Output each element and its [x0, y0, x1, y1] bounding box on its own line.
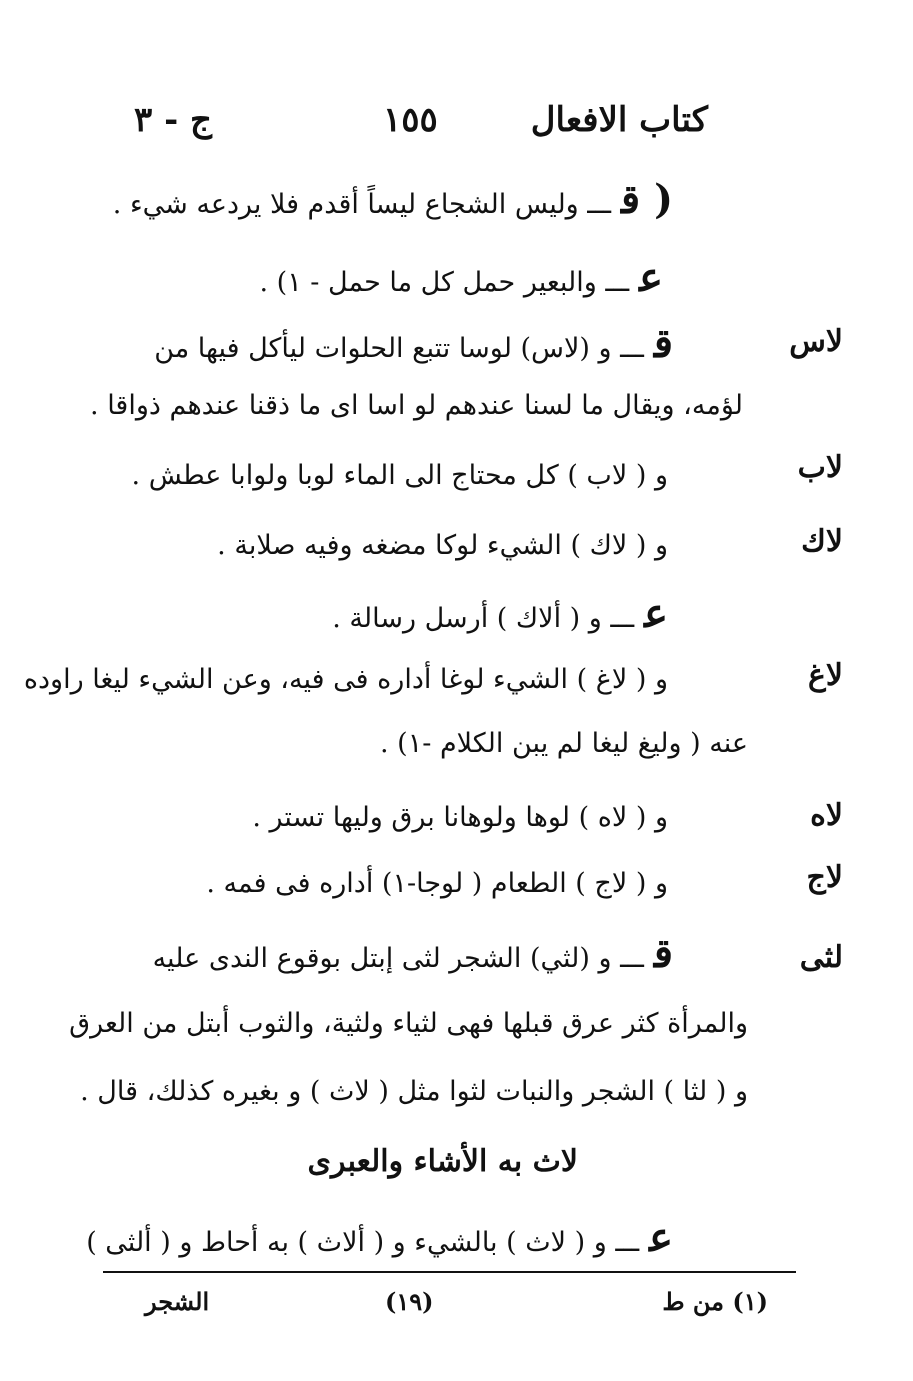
text-line: و ( لاه ) لوها ولوهانا برق وليها تستر . — [252, 802, 668, 833]
line-text: ـــ و ( لاث ) بالشيء و ( ألاث ) به أحاط و ( ألثى ) — [86, 1227, 640, 1258]
headword: لاب — [797, 450, 843, 485]
catchword: الشجر — [145, 1287, 210, 1316]
signature-number: (١٩) — [385, 1287, 434, 1316]
text-line — [259, 254, 664, 303]
section-marker: ع — [644, 590, 668, 637]
verse-line: لاث به الأشاء والعبرى — [307, 1144, 578, 1179]
text-line: و ( لاك ) الشيء لوكا مضغه وفيه صلابة . — [217, 530, 668, 561]
headword: لاس — [789, 324, 843, 359]
text-line — [112, 176, 673, 225]
headword: لثى — [799, 940, 843, 975]
page-number: ١٥٥ — [383, 100, 438, 140]
headword: لاك — [801, 524, 843, 559]
headword: لاج — [806, 860, 843, 895]
footnote: (١) من ط — [662, 1287, 768, 1316]
footnote-rule — [103, 1271, 796, 1273]
running-title: كتاب الافعال — [530, 100, 708, 140]
volume-label: ج - ٣ — [134, 100, 212, 140]
text-line — [332, 590, 668, 639]
line-text: ـــ و (لاس) لوسا تتبع الحلوات ليأكل فيها من — [154, 333, 644, 364]
text-line: عنه ( وليغ ليغا لم يبن الكلام -١) . — [380, 728, 748, 759]
headword: لاغ — [807, 658, 843, 693]
text-line: و ( لاج ) الطعام ( لوجا-١) أداره فى فمه . — [206, 868, 668, 899]
section-marker: ( ق — [621, 176, 673, 223]
text-line — [154, 320, 673, 369]
text-line: لؤمه، ويقال ما لسنا عندهم لو اسا اى ما ذقنا عندهم ذواقا . — [90, 390, 743, 421]
line-text: ـــ والبعير حمل كل ما حمل - ١) . — [259, 267, 630, 298]
section-marker: ق — [653, 930, 673, 977]
text-line — [86, 1214, 673, 1263]
line-text: ـــ و ( ألاك ) أرسل رسالة . — [332, 603, 635, 634]
section-marker: ق — [653, 320, 673, 367]
section-marker: ع — [639, 254, 663, 301]
section-marker: ع — [649, 1214, 673, 1261]
line-text: ـــ وليس الشجاع ليساً أقدم فلا يردعه شيء . — [112, 189, 612, 220]
line-text: ـــ و (لثي) الشجر لثى إبتل بوقوع الندى عليه — [152, 943, 644, 974]
headword: لاه — [810, 798, 843, 833]
text-line — [152, 930, 673, 979]
text-line: و ( لثا ) الشجر والنبات لثوا مثل ( لاث ) و بغيره كذلك، قال . — [80, 1076, 748, 1107]
text-line: والمرأة كثر عرق قبلها فهى لثياء ولثية، والثوب أبتل من العرق — [69, 1008, 748, 1039]
text-line: و ( لاغ ) الشيء لوغا أداره فى فيه، وعن الشيء ليغا راوده — [23, 664, 668, 695]
text-line: و ( لاب ) كل محتاج الى الماء لوبا ولوابا عطش . — [131, 460, 668, 491]
